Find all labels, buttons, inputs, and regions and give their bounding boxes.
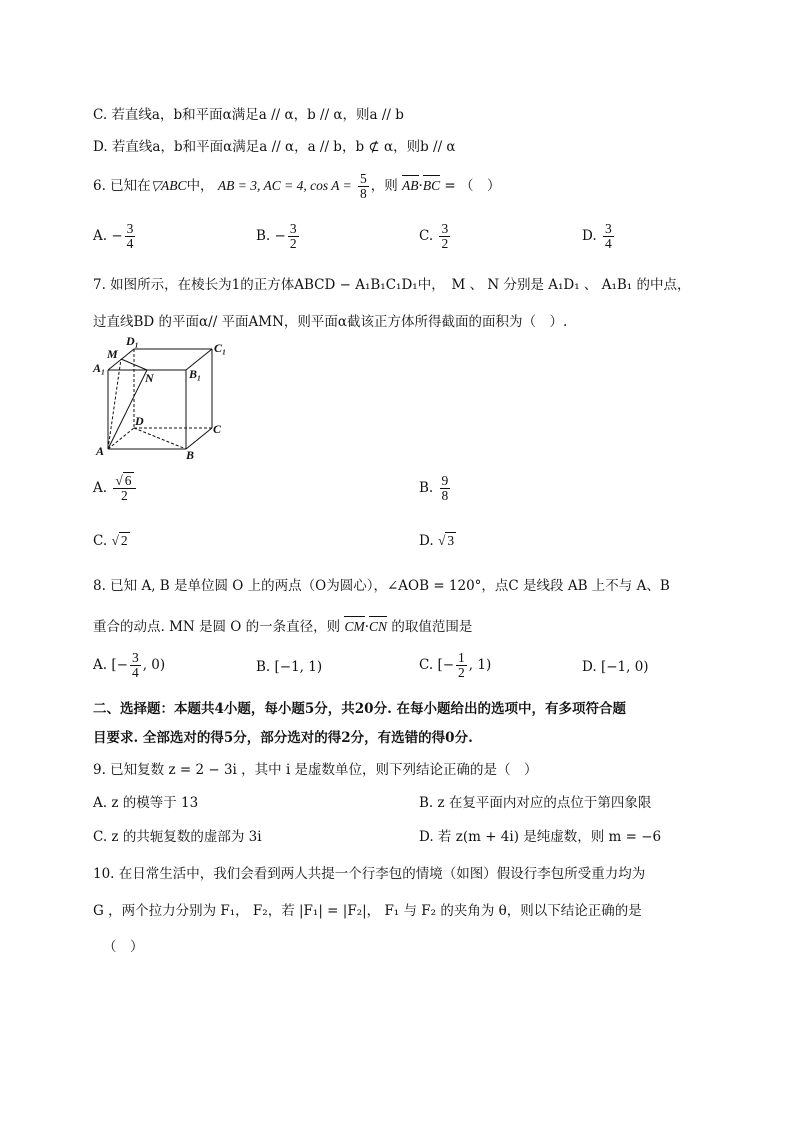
q7-option-c-label: C.	[93, 533, 108, 549]
q8-option-b	[256, 659, 322, 675]
label-c: C	[213, 422, 222, 436]
q6-option-d-fraction	[603, 222, 614, 251]
q6-option-a	[93, 222, 137, 251]
edge-db-hidden	[134, 428, 186, 449]
q6-cos-fraction	[358, 172, 369, 201]
q6-option-c-label: C.	[419, 228, 434, 245]
edge-an	[108, 370, 147, 449]
q6-option-a-den: 4	[126, 236, 134, 252]
q10-stem-line1: 10. 在日常生活中，我们会看到两人共提一个行李包的情境（如图）假设行李包所受重力均为	[93, 866, 646, 882]
q8-line2-prefix: 重合的动点. MN 是圆 O 的一条直径，则	[93, 619, 341, 635]
q8-option-c-post: , 1)	[468, 657, 492, 674]
q7-stem-line2: 过直线BD 的平面α// 平面AMN，则平面α截该正方体所得截面的面积为（ ）.	[93, 314, 568, 330]
q9-stem: 9. 已知复数 z = 2 − 3i ，其中 i 是虚数单位，则下列结论正确的是（ ）	[93, 762, 538, 778]
q6-dot: ·	[418, 178, 423, 195]
q7-option-a	[93, 474, 138, 503]
q6-option-b-fraction	[288, 222, 299, 251]
edge-bc	[186, 428, 212, 449]
q8-option-c	[419, 651, 491, 680]
q8-stem-line2	[93, 615, 472, 635]
q5-option-d: D. 若直线a，b和平面α满足a // α，a // b，b ⊄ α，则b // α	[93, 139, 456, 155]
q6-given: AB = 3, AC = 4, cos A =	[217, 178, 352, 194]
q6-option-d-label: D.	[582, 228, 597, 245]
q8-option-a	[93, 651, 165, 680]
q6-option-c-num: 3	[441, 221, 449, 236]
q6-stem	[93, 172, 501, 201]
section2-header-line1: 二、选择题：本题共4小题，每小题5分，共20分. 在每小题给出的选项中，有多项符合题	[93, 701, 626, 717]
q6-option-c	[419, 222, 452, 251]
q8-option-d	[582, 659, 649, 675]
q7-option-b	[419, 474, 452, 503]
q7-option-d	[419, 533, 456, 549]
q6-option-b-num: 3	[289, 221, 297, 236]
q8-option-c-pre: [−	[437, 657, 455, 674]
q6-option-b	[256, 222, 301, 251]
q8-vector-cm: CM	[344, 619, 365, 634]
q7-option-b-num: 9	[441, 473, 449, 488]
q6-option-a-num: 3	[126, 221, 134, 236]
q7-stem-line1: 7. 如图所示，在棱长为1的正方体ABCD − A₁B₁C₁D₁中， M 、 N 分别是 A₁D₁ 、 A₁B₁ 的中点，	[93, 277, 691, 293]
q7-option-c-radicand: 2	[120, 533, 128, 548]
q7-option-d-label: D.	[419, 533, 434, 549]
q8-option-a-pre: [−	[111, 657, 128, 674]
q6-option-b-label: B.	[256, 228, 271, 245]
q8-stem-line1: 8. 已知 A, B 是单位圆 O 上的两点（O为圆心），∠AOB = 120°，点C 是线段 AB 上不与 A、B	[93, 578, 670, 594]
q5-option-c: C. 若直线a，b和平面α满足a // α，b // α，则a // b	[93, 107, 404, 123]
label-d1: D₁	[126, 334, 139, 348]
q7-option-c-sqrt: √ 2	[111, 533, 128, 548]
q6-triangle: ▽ABC	[150, 178, 187, 194]
q6-stem-mid: 中，	[186, 178, 214, 195]
q6-stem-prefix: 6. 已知在	[93, 178, 151, 195]
q8-option-c-fraction	[456, 651, 467, 680]
q10-stem-line3: （ ）	[103, 939, 144, 955]
q9-option-c: C. z 的共轭复数的虚部为 3i	[93, 829, 262, 845]
q7-option-b-label: B.	[419, 480, 434, 497]
q8-option-a-den: 4	[131, 665, 139, 681]
q9-option-d: D. 若 z(m + 4i) 是纯虚数，则 m = −6	[419, 829, 662, 845]
q6-option-a-fraction	[125, 222, 136, 251]
q8-line2-suffix: 的取值范围是	[391, 619, 473, 635]
label-m: M	[107, 347, 118, 361]
section2-header-line2: 目要求. 全部选对的得5分，部分选对的得2分，有选错的得0分.	[93, 730, 473, 746]
q6-option-a-sign: −	[111, 228, 123, 245]
q7-option-b-den: 8	[441, 488, 449, 504]
q6-option-a-label: A.	[93, 228, 108, 245]
q8-option-a-post: , 0)	[142, 657, 166, 674]
q7-option-d-sqrt: √ 3	[437, 533, 455, 548]
label-b: B	[186, 448, 195, 462]
q7-option-a-radicand: 6	[124, 473, 132, 488]
q7-option-c	[93, 533, 130, 549]
cube-figure	[90, 332, 240, 462]
q8-option-c-num: 1	[458, 650, 465, 665]
q8-option-b-text: [−1, 1)	[274, 659, 323, 675]
q6-option-d-num: 3	[604, 221, 612, 236]
q6-option-c-den: 2	[441, 236, 449, 252]
q7-option-a-label: A.	[93, 480, 108, 497]
label-b1: B₁	[189, 367, 202, 381]
q6-option-c-fraction	[439, 222, 450, 251]
q8-option-c-den: 2	[458, 665, 465, 681]
q6-tail: = （ ）	[444, 178, 501, 195]
q8-vector-cn: CN	[369, 619, 388, 634]
q7-option-a-fraction	[113, 474, 135, 503]
label-a1: A₁	[93, 361, 106, 375]
q8-option-d-label: D.	[582, 659, 597, 675]
label-d: D	[135, 414, 144, 428]
q6-ask: ，则	[370, 178, 398, 195]
q6-cos-num: 5	[360, 171, 367, 186]
q6-option-d	[582, 222, 616, 251]
q7-option-a-den: 2	[121, 488, 128, 504]
q8-option-a-num: 3	[131, 650, 139, 665]
label-a: A	[96, 444, 105, 458]
q8-dot: ·	[364, 619, 370, 635]
q8-option-a-label: A.	[93, 657, 108, 674]
q7-option-d-radicand: 3	[447, 533, 455, 548]
q8-option-c-label: C.	[419, 657, 434, 674]
q8-option-a-fraction	[130, 651, 141, 680]
label-n: N	[145, 371, 154, 385]
q6-vector-bc: BC	[422, 178, 441, 194]
edge-ad-hidden	[108, 428, 134, 449]
q7-option-a-num: √ 6	[113, 474, 135, 489]
q9-option-b: B. z 在复平面内对应的点位于第四象限	[419, 795, 652, 811]
q8-option-b-label: B.	[256, 659, 271, 675]
q6-option-b-sign: −	[274, 228, 286, 245]
q8-option-d-text: [−1, 0)	[600, 659, 649, 675]
q7-option-b-fraction	[440, 474, 451, 503]
q6-option-b-den: 2	[289, 236, 297, 252]
q6-vector-ab: AB	[402, 178, 419, 194]
q6-option-d-den: 4	[604, 236, 612, 252]
q10-stem-line2: G ，两个拉力分别为 F₁， F₂，若 |F₁| = |F₂|， F₁ 与 F₂ 的夹角为 θ，则以下结论正确的是	[93, 903, 642, 919]
label-c1: C₁	[214, 341, 227, 355]
q9-option-a: A. z 的模等于 13	[93, 795, 199, 811]
q6-cos-den: 8	[360, 186, 367, 202]
